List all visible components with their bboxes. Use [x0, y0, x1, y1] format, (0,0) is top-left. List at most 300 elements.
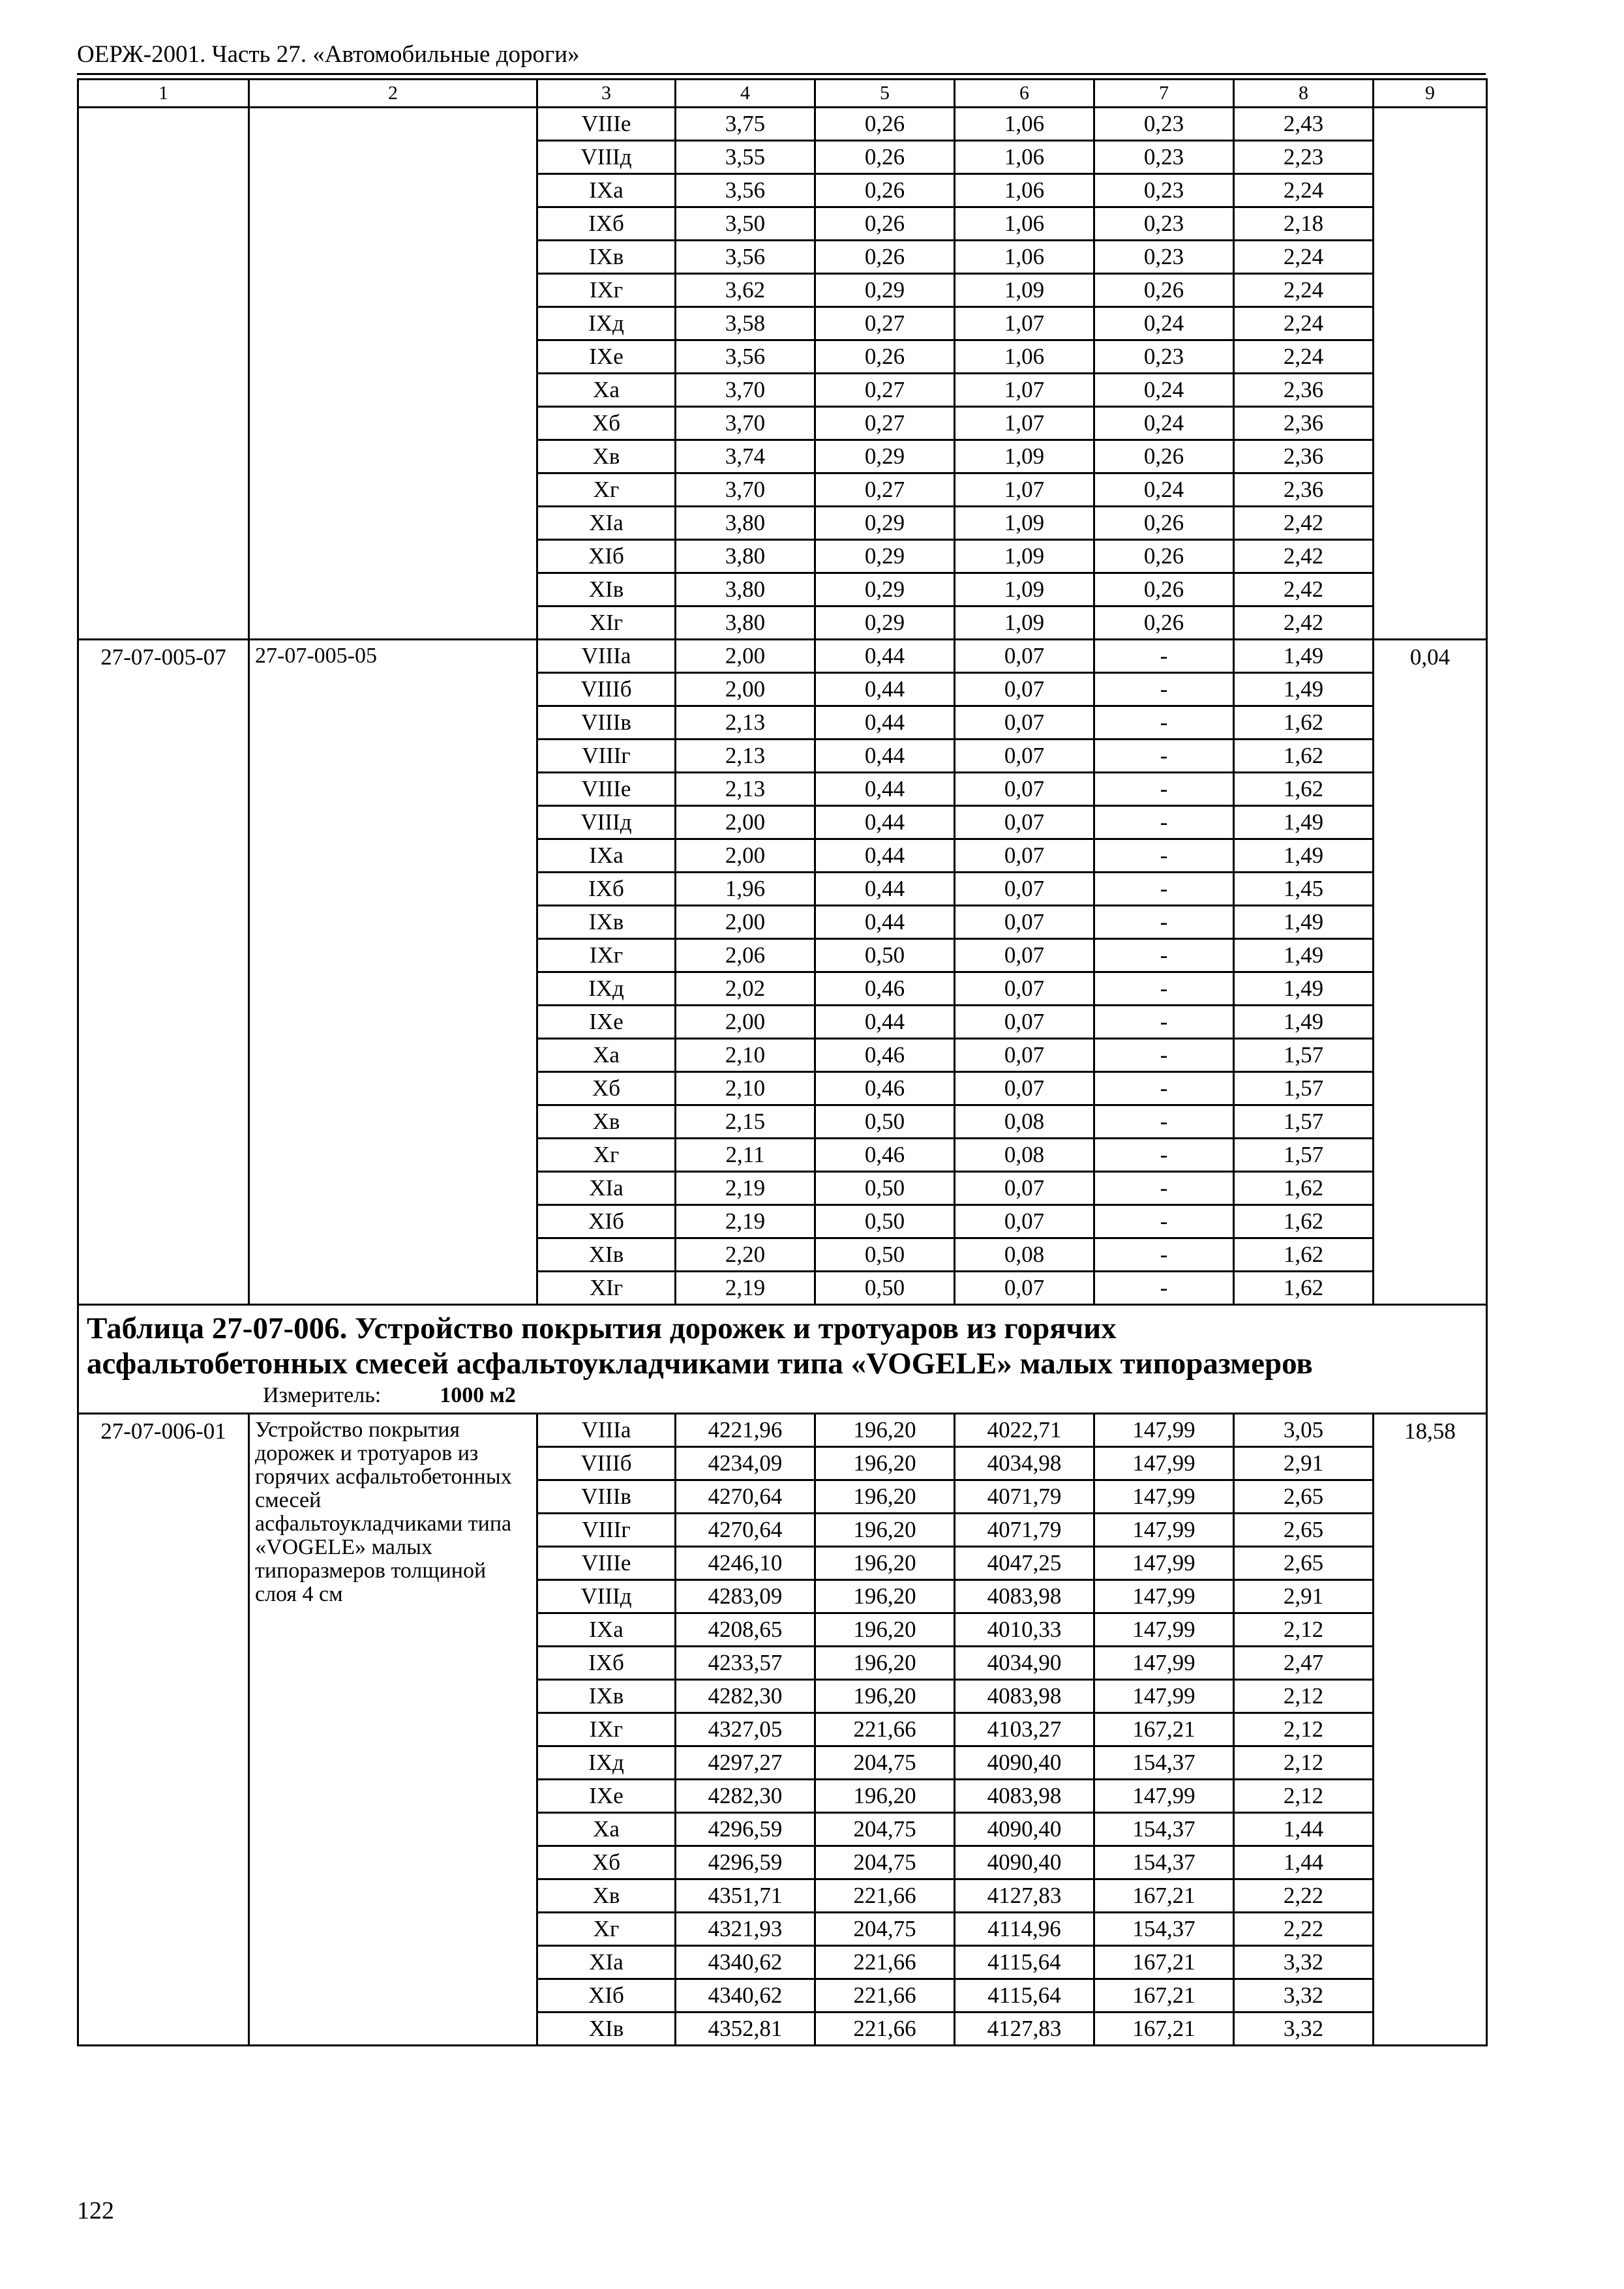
- operator-wage-cell: 0,26: [1094, 274, 1234, 307]
- operator-wage-cell: 147,99: [1094, 1480, 1234, 1514]
- materials-cost-cell: 1,44: [1234, 1813, 1374, 1846]
- machine-cost-cell: 1,06: [955, 207, 1094, 241]
- machine-cost-cell: 1,07: [955, 407, 1094, 440]
- zone-cell: IXе: [537, 340, 676, 374]
- zone-cell: XIа: [537, 1946, 676, 1979]
- header-rule: [77, 73, 1486, 75]
- materials-cost-cell: 1,44: [1234, 1846, 1374, 1879]
- machine-cost-cell: 4090,40: [955, 1846, 1094, 1879]
- labor-cost-cell: 0,29: [815, 540, 955, 573]
- labor-cost-cell: 221,66: [815, 1713, 955, 1746]
- operator-wage-cell: 0,24: [1094, 407, 1234, 440]
- materials-cost-cell: 1,49: [1234, 906, 1374, 939]
- operator-wage-cell: -: [1094, 1172, 1234, 1205]
- materials-cost-cell: 1,62: [1234, 1272, 1374, 1305]
- zone-cell: IXд: [537, 972, 676, 1006]
- zone-cell: XIа: [537, 1172, 676, 1205]
- machine-cost-cell: 4047,25: [955, 1547, 1094, 1580]
- operator-wage-cell: -: [1094, 1072, 1234, 1105]
- description-text: 27-07-005-05: [255, 644, 377, 668]
- meter-unit: 1000 м2: [440, 1383, 516, 1407]
- machine-cost-cell: 0,07: [955, 873, 1094, 906]
- operator-wage-cell: -: [1094, 1139, 1234, 1172]
- operator-wage-cell: 167,21: [1094, 2012, 1234, 2046]
- operator-wage-cell: -: [1094, 740, 1234, 773]
- zone-cell: Xа: [537, 1813, 676, 1846]
- labor-cost-cell: 196,20: [815, 1480, 955, 1514]
- labor-cost-cell: 196,20: [815, 1613, 955, 1647]
- section-title-cell: [78, 1305, 1487, 1414]
- labor-cost-cell: 0,26: [815, 241, 955, 274]
- materials-cost-cell: 1,62: [1234, 706, 1374, 740]
- zone-cell: VIIIа: [537, 640, 676, 673]
- labor-cost-cell: 0,44: [815, 873, 955, 906]
- materials-cost-cell: 1,45: [1234, 873, 1374, 906]
- operator-wage-cell: -: [1094, 1105, 1234, 1139]
- operator-wage-cell: 167,21: [1094, 1946, 1234, 1979]
- section-header-row: [78, 1305, 1487, 1414]
- labor-cost-cell: 196,20: [815, 1447, 955, 1480]
- zone-cell: Xв: [537, 440, 676, 473]
- total-cost-cell: 2,06: [676, 939, 815, 972]
- operator-wage-cell: 147,99: [1094, 1580, 1234, 1613]
- machine-cost-cell: 4083,98: [955, 1780, 1094, 1813]
- total-cost-cell: 3,55: [676, 141, 815, 174]
- zone-cell: IXб: [537, 207, 676, 241]
- labor-cost-cell: 196,20: [815, 1580, 955, 1613]
- labor-cost-cell: 0,44: [815, 673, 955, 706]
- zone-cell: VIIIб: [537, 673, 676, 706]
- zone-cell: IXа: [537, 1613, 676, 1647]
- operator-wage-cell: 147,99: [1094, 1414, 1234, 1447]
- labor-cost-cell: 0,26: [815, 108, 955, 141]
- machine-cost-cell: 1,07: [955, 374, 1094, 407]
- labor-cost-cell: 0,44: [815, 773, 955, 806]
- machine-cost-cell: 0,07: [955, 1039, 1094, 1072]
- table-row: [78, 108, 1487, 141]
- labor-cost-cell: 221,66: [815, 2012, 955, 2046]
- machine-cost-cell: 0,08: [955, 1139, 1094, 1172]
- materials-cost-cell: 1,49: [1234, 939, 1374, 972]
- machine-cost-cell: 4071,79: [955, 1480, 1094, 1514]
- total-cost-cell: 2,15: [676, 1105, 815, 1139]
- column-number: 5: [815, 80, 955, 108]
- total-cost-cell: 2,00: [676, 673, 815, 706]
- materials-cost-cell: 2,42: [1234, 573, 1374, 606]
- rate-code-cell: 27-07-005-07: [78, 640, 249, 1305]
- total-cost-cell: 3,70: [676, 374, 815, 407]
- materials-cost-cell: 2,91: [1234, 1447, 1374, 1480]
- labor-cost-cell: 0,46: [815, 1139, 955, 1172]
- column-number: 3: [537, 80, 676, 108]
- operator-wage-cell: -: [1094, 1205, 1234, 1238]
- zone-cell: Xб: [537, 1846, 676, 1879]
- zone-cell: Xб: [537, 1072, 676, 1105]
- zone-cell: XIа: [537, 507, 676, 540]
- total-cost-cell: 2,00: [676, 806, 815, 839]
- materials-cost-cell: 1,49: [1234, 972, 1374, 1006]
- machine-cost-cell: 4114,96: [955, 1913, 1094, 1946]
- materials-cost-cell: 2,12: [1234, 1746, 1374, 1780]
- operator-wage-cell: 0,23: [1094, 141, 1234, 174]
- operator-wage-cell: -: [1094, 906, 1234, 939]
- labor-cost-cell: 204,75: [815, 1746, 955, 1780]
- labor-cost-cell: 196,20: [815, 1514, 955, 1547]
- total-cost-cell: 2,19: [676, 1205, 815, 1238]
- operator-wage-cell: 0,26: [1094, 440, 1234, 473]
- operator-wage-cell: 0,26: [1094, 573, 1234, 606]
- zone-cell: Xв: [537, 1879, 676, 1913]
- materials-cost-cell: 2,42: [1234, 507, 1374, 540]
- materials-cost-cell: 2,12: [1234, 1713, 1374, 1746]
- zone-cell: Xв: [537, 1105, 676, 1139]
- machine-cost-cell: 0,07: [955, 972, 1094, 1006]
- description-cell: [249, 640, 537, 1305]
- materials-cost-cell: 2,36: [1234, 407, 1374, 440]
- table-body: [78, 80, 1487, 2046]
- labor-cost-cell: 0,46: [815, 972, 955, 1006]
- materials-cost-cell: 2,24: [1234, 241, 1374, 274]
- materials-cost-cell: 1,49: [1234, 1006, 1374, 1039]
- zone-cell: XIб: [537, 1979, 676, 2012]
- materials-cost-cell: 1,49: [1234, 673, 1374, 706]
- labor-cost-cell: 196,20: [815, 1680, 955, 1713]
- operator-wage-cell: 154,37: [1094, 1813, 1234, 1846]
- labor-cost-cell: 221,66: [815, 1879, 955, 1913]
- operator-wage-cell: 0,26: [1094, 606, 1234, 640]
- zone-cell: IXе: [537, 1780, 676, 1813]
- zone-cell: Xа: [537, 1039, 676, 1072]
- total-cost-cell: 4246,10: [676, 1547, 815, 1580]
- operator-wage-cell: 0,23: [1094, 340, 1234, 374]
- total-cost-cell: 2,11: [676, 1139, 815, 1172]
- zone-cell: IXе: [537, 1006, 676, 1039]
- total-cost-cell: 3,70: [676, 473, 815, 507]
- materials-cost-cell: 2,65: [1234, 1514, 1374, 1547]
- meter-label: Измеритель:: [263, 1383, 382, 1407]
- machine-cost-cell: 4103,27: [955, 1713, 1094, 1746]
- machine-cost-cell: 0,07: [955, 1172, 1094, 1205]
- description-cell: [249, 1414, 537, 2046]
- labor-cost-cell: 0,44: [815, 906, 955, 939]
- materials-cost-cell: 1,62: [1234, 1205, 1374, 1238]
- labor-cost-cell: 0,29: [815, 440, 955, 473]
- materials-cost-cell: 3,32: [1234, 2012, 1374, 2046]
- machine-cost-cell: 4034,90: [955, 1647, 1094, 1680]
- page-number: 122: [77, 2197, 114, 2224]
- operator-wage-cell: 0,23: [1094, 241, 1234, 274]
- zone-cell: VIIIд: [537, 141, 676, 174]
- machine-cost-cell: 1,09: [955, 573, 1094, 606]
- zone-cell: Xг: [537, 1139, 676, 1172]
- operator-wage-cell: -: [1094, 773, 1234, 806]
- total-cost-cell: 3,50: [676, 207, 815, 241]
- operator-wage-cell: 167,21: [1094, 1979, 1234, 2012]
- operator-wage-cell: -: [1094, 1272, 1234, 1305]
- total-cost-cell: 3,56: [676, 241, 815, 274]
- labor-cost-cell: 0,44: [815, 1006, 955, 1039]
- machine-cost-cell: 0,07: [955, 640, 1094, 673]
- operator-wage-cell: 0,23: [1094, 207, 1234, 241]
- machine-cost-cell: 0,07: [955, 839, 1094, 873]
- machine-cost-cell: 1,06: [955, 141, 1094, 174]
- zone-cell: IXг: [537, 274, 676, 307]
- operator-wage-cell: -: [1094, 640, 1234, 673]
- materials-cost-cell: 1,57: [1234, 1039, 1374, 1072]
- machine-cost-cell: 1,09: [955, 440, 1094, 473]
- machine-cost-cell: 1,07: [955, 307, 1094, 340]
- total-cost-cell: 3,75: [676, 108, 815, 141]
- zone-cell: IXв: [537, 906, 676, 939]
- labor-cost-cell: 204,75: [815, 1813, 955, 1846]
- materials-cost-cell: 2,23: [1234, 141, 1374, 174]
- zone-cell: IXг: [537, 1713, 676, 1746]
- zone-cell: Xг: [537, 473, 676, 507]
- zone-cell: VIIIб: [537, 1447, 676, 1480]
- labor-cost-cell: 221,66: [815, 1979, 955, 2012]
- operator-wage-cell: 154,37: [1094, 1846, 1234, 1879]
- column-number: 8: [1234, 80, 1374, 108]
- table-row: [78, 1414, 1487, 1447]
- materials-cost-cell: 2,22: [1234, 1913, 1374, 1946]
- zone-cell: Xг: [537, 1913, 676, 1946]
- zone-cell: VIIIа: [537, 1414, 676, 1447]
- total-cost-cell: 4321,93: [676, 1913, 815, 1946]
- labor-cost-cell: 0,27: [815, 407, 955, 440]
- machine-cost-cell: 0,07: [955, 939, 1094, 972]
- zone-cell: XIв: [537, 1238, 676, 1272]
- zone-cell: VIIIе: [537, 773, 676, 806]
- zone-cell: XIг: [537, 606, 676, 640]
- operator-wage-cell: 0,26: [1094, 540, 1234, 573]
- zone-cell: XIб: [537, 540, 676, 573]
- materials-cost-cell: 2,22: [1234, 1879, 1374, 1913]
- machine-cost-cell: 0,07: [955, 906, 1094, 939]
- machine-cost-cell: 1,09: [955, 507, 1094, 540]
- materials-cost-cell: 1,57: [1234, 1139, 1374, 1172]
- operator-wage-cell: 147,99: [1094, 1780, 1234, 1813]
- total-cost-cell: 2,13: [676, 773, 815, 806]
- total-cost-cell: 3,80: [676, 540, 815, 573]
- labor-cost-cell: 0,50: [815, 1105, 955, 1139]
- total-cost-cell: 2,00: [676, 839, 815, 873]
- labor-cost-cell: 0,26: [815, 174, 955, 207]
- machine-cost-cell: 0,08: [955, 1105, 1094, 1139]
- materials-cost-cell: 1,57: [1234, 1105, 1374, 1139]
- machine-cost-cell: 0,07: [955, 1006, 1094, 1039]
- labor-cost-cell: 0,44: [815, 806, 955, 839]
- labor-cost-cell: 0,44: [815, 839, 955, 873]
- total-cost-cell: 2,10: [676, 1072, 815, 1105]
- materials-cost-cell: 2,65: [1234, 1480, 1374, 1514]
- zone-cell: XIг: [537, 1272, 676, 1305]
- machine-cost-cell: 4115,64: [955, 1946, 1094, 1979]
- col9-value-cell: 0,04: [1374, 640, 1487, 1305]
- labor-cost-cell: 0,50: [815, 1172, 955, 1205]
- materials-cost-cell: 2,24: [1234, 307, 1374, 340]
- total-cost-cell: 4282,30: [676, 1780, 815, 1813]
- operator-wage-cell: -: [1094, 839, 1234, 873]
- machine-cost-cell: 1,06: [955, 340, 1094, 374]
- total-cost-cell: 1,96: [676, 873, 815, 906]
- machine-cost-cell: 0,07: [955, 740, 1094, 773]
- total-cost-cell: 2,19: [676, 1172, 815, 1205]
- materials-cost-cell: 1,49: [1234, 839, 1374, 873]
- total-cost-cell: 4282,30: [676, 1680, 815, 1713]
- zone-cell: XIв: [537, 2012, 676, 2046]
- column-number: 7: [1094, 80, 1234, 108]
- machine-cost-cell: 1,09: [955, 540, 1094, 573]
- total-cost-cell: 3,80: [676, 606, 815, 640]
- labor-cost-cell: 0,50: [815, 1272, 955, 1305]
- total-cost-cell: 4270,64: [676, 1514, 815, 1547]
- labor-cost-cell: 0,26: [815, 340, 955, 374]
- zone-cell: Xб: [537, 407, 676, 440]
- zone-cell: VIIIд: [537, 806, 676, 839]
- zone-cell: IXб: [537, 1647, 676, 1680]
- materials-cost-cell: 1,49: [1234, 640, 1374, 673]
- labor-cost-cell: 196,20: [815, 1780, 955, 1813]
- labor-cost-cell: 0,27: [815, 307, 955, 340]
- materials-cost-cell: 1,57: [1234, 1072, 1374, 1105]
- machine-cost-cell: 1,09: [955, 606, 1094, 640]
- total-cost-cell: 3,70: [676, 407, 815, 440]
- materials-cost-cell: 2,65: [1234, 1547, 1374, 1580]
- zone-cell: IXд: [537, 1746, 676, 1780]
- operator-wage-cell: 0,23: [1094, 174, 1234, 207]
- materials-cost-cell: 2,12: [1234, 1613, 1374, 1647]
- materials-cost-cell: 2,42: [1234, 606, 1374, 640]
- materials-cost-cell: 2,43: [1234, 108, 1374, 141]
- materials-cost-cell: 2,12: [1234, 1680, 1374, 1713]
- machine-cost-cell: 4034,98: [955, 1447, 1094, 1480]
- zone-cell: XIв: [537, 573, 676, 606]
- labor-cost-cell: 204,75: [815, 1846, 955, 1879]
- total-cost-cell: 2,13: [676, 706, 815, 740]
- materials-cost-cell: 2,18: [1234, 207, 1374, 241]
- total-cost-cell: 2,20: [676, 1238, 815, 1272]
- materials-cost-cell: 2,12: [1234, 1780, 1374, 1813]
- total-cost-cell: 2,19: [676, 1272, 815, 1305]
- total-cost-cell: 2,00: [676, 1006, 815, 1039]
- operator-wage-cell: -: [1094, 939, 1234, 972]
- column-number: 6: [955, 80, 1094, 108]
- zone-cell: VIIIд: [537, 1580, 676, 1613]
- labor-cost-cell: 0,27: [815, 473, 955, 507]
- section-title-line-2: асфальтобетонных смесей асфальтоукладчиками типа «VOGELE» малых типоразмеров: [87, 1347, 1313, 1381]
- labor-cost-cell: 204,75: [815, 1913, 955, 1946]
- zone-cell: VIIIв: [537, 706, 676, 740]
- total-cost-cell: 4352,81: [676, 2012, 815, 2046]
- machine-cost-cell: 4127,83: [955, 2012, 1094, 2046]
- materials-cost-cell: 2,47: [1234, 1647, 1374, 1680]
- total-cost-cell: 2,10: [676, 1039, 815, 1072]
- total-cost-cell: 4296,59: [676, 1846, 815, 1879]
- labor-cost-cell: 0,44: [815, 706, 955, 740]
- total-cost-cell: 2,00: [676, 906, 815, 939]
- total-cost-cell: 3,80: [676, 507, 815, 540]
- total-cost-cell: 2,00: [676, 640, 815, 673]
- description-text: Устройство покрытия дорожек и тротуаров из горячих асфальтобетонных смесей асфальтоукладчиками типа «VOGELE» малых типоразмеров толщиной слоя 4 см: [255, 1418, 512, 1606]
- total-cost-cell: 4270,64: [676, 1480, 815, 1514]
- materials-cost-cell: 2,36: [1234, 473, 1374, 507]
- operator-wage-cell: -: [1094, 873, 1234, 906]
- labor-cost-cell: 0,26: [815, 207, 955, 241]
- machine-cost-cell: 4022,71: [955, 1414, 1094, 1447]
- total-cost-cell: 4234,09: [676, 1447, 815, 1480]
- operator-wage-cell: 147,99: [1094, 1547, 1234, 1580]
- total-cost-cell: 4296,59: [676, 1813, 815, 1846]
- labor-cost-cell: 0,50: [815, 1238, 955, 1272]
- total-cost-cell: 4351,71: [676, 1879, 815, 1913]
- zone-cell: IXд: [537, 307, 676, 340]
- machine-cost-cell: 0,08: [955, 1238, 1094, 1272]
- column-number: 1: [78, 80, 249, 108]
- operator-wage-cell: -: [1094, 972, 1234, 1006]
- rate-code-cell: [78, 108, 249, 640]
- materials-cost-cell: 2,36: [1234, 440, 1374, 473]
- labor-cost-cell: 196,20: [815, 1414, 955, 1447]
- operator-wage-cell: 0,24: [1094, 473, 1234, 507]
- materials-cost-cell: 1,62: [1234, 1238, 1374, 1272]
- materials-cost-cell: 3,05: [1234, 1414, 1374, 1447]
- zone-cell: XIб: [537, 1205, 676, 1238]
- machine-cost-cell: 0,07: [955, 1205, 1094, 1238]
- total-cost-cell: 4233,57: [676, 1647, 815, 1680]
- total-cost-cell: 2,13: [676, 740, 815, 773]
- column-number: 2: [249, 80, 537, 108]
- machine-cost-cell: 4083,98: [955, 1680, 1094, 1713]
- column-number: 9: [1374, 80, 1487, 108]
- operator-wage-cell: -: [1094, 806, 1234, 839]
- labor-cost-cell: 0,29: [815, 274, 955, 307]
- labor-cost-cell: 0,50: [815, 939, 955, 972]
- table-row: [78, 640, 1487, 673]
- materials-cost-cell: 2,36: [1234, 374, 1374, 407]
- materials-cost-cell: 2,24: [1234, 340, 1374, 374]
- labor-cost-cell: 0,29: [815, 573, 955, 606]
- operator-wage-cell: 0,23: [1094, 108, 1234, 141]
- operator-wage-cell: 147,99: [1094, 1613, 1234, 1647]
- materials-cost-cell: 2,24: [1234, 174, 1374, 207]
- labor-cost-cell: 0,46: [815, 1072, 955, 1105]
- total-cost-cell: 3,56: [676, 174, 815, 207]
- machine-cost-cell: 1,06: [955, 108, 1094, 141]
- materials-cost-cell: 2,42: [1234, 540, 1374, 573]
- zone-cell: VIIIг: [537, 1514, 676, 1547]
- machine-cost-cell: 0,07: [955, 673, 1094, 706]
- labor-cost-cell: 0,44: [815, 640, 955, 673]
- operator-wage-cell: 154,37: [1094, 1746, 1234, 1780]
- materials-cost-cell: 1,62: [1234, 740, 1374, 773]
- labor-cost-cell: 196,20: [815, 1547, 955, 1580]
- materials-cost-cell: 1,62: [1234, 1172, 1374, 1205]
- meter-line: [87, 1383, 1478, 1409]
- labor-cost-cell: 0,44: [815, 740, 955, 773]
- column-number-row: [78, 80, 1487, 108]
- machine-cost-cell: 0,07: [955, 1072, 1094, 1105]
- labor-cost-cell: 0,27: [815, 374, 955, 407]
- col9-value-cell: [1374, 108, 1487, 640]
- total-cost-cell: 4283,09: [676, 1580, 815, 1613]
- operator-wage-cell: 147,99: [1094, 1680, 1234, 1713]
- page-header: ОЕРЖ-2001. Часть 27. «Автомобильные дороги»: [77, 41, 580, 68]
- machine-cost-cell: 4071,79: [955, 1514, 1094, 1547]
- zone-cell: IXа: [537, 839, 676, 873]
- total-cost-cell: 4340,62: [676, 1979, 815, 2012]
- total-cost-cell: 4327,05: [676, 1713, 815, 1746]
- operator-wage-cell: 0,24: [1094, 374, 1234, 407]
